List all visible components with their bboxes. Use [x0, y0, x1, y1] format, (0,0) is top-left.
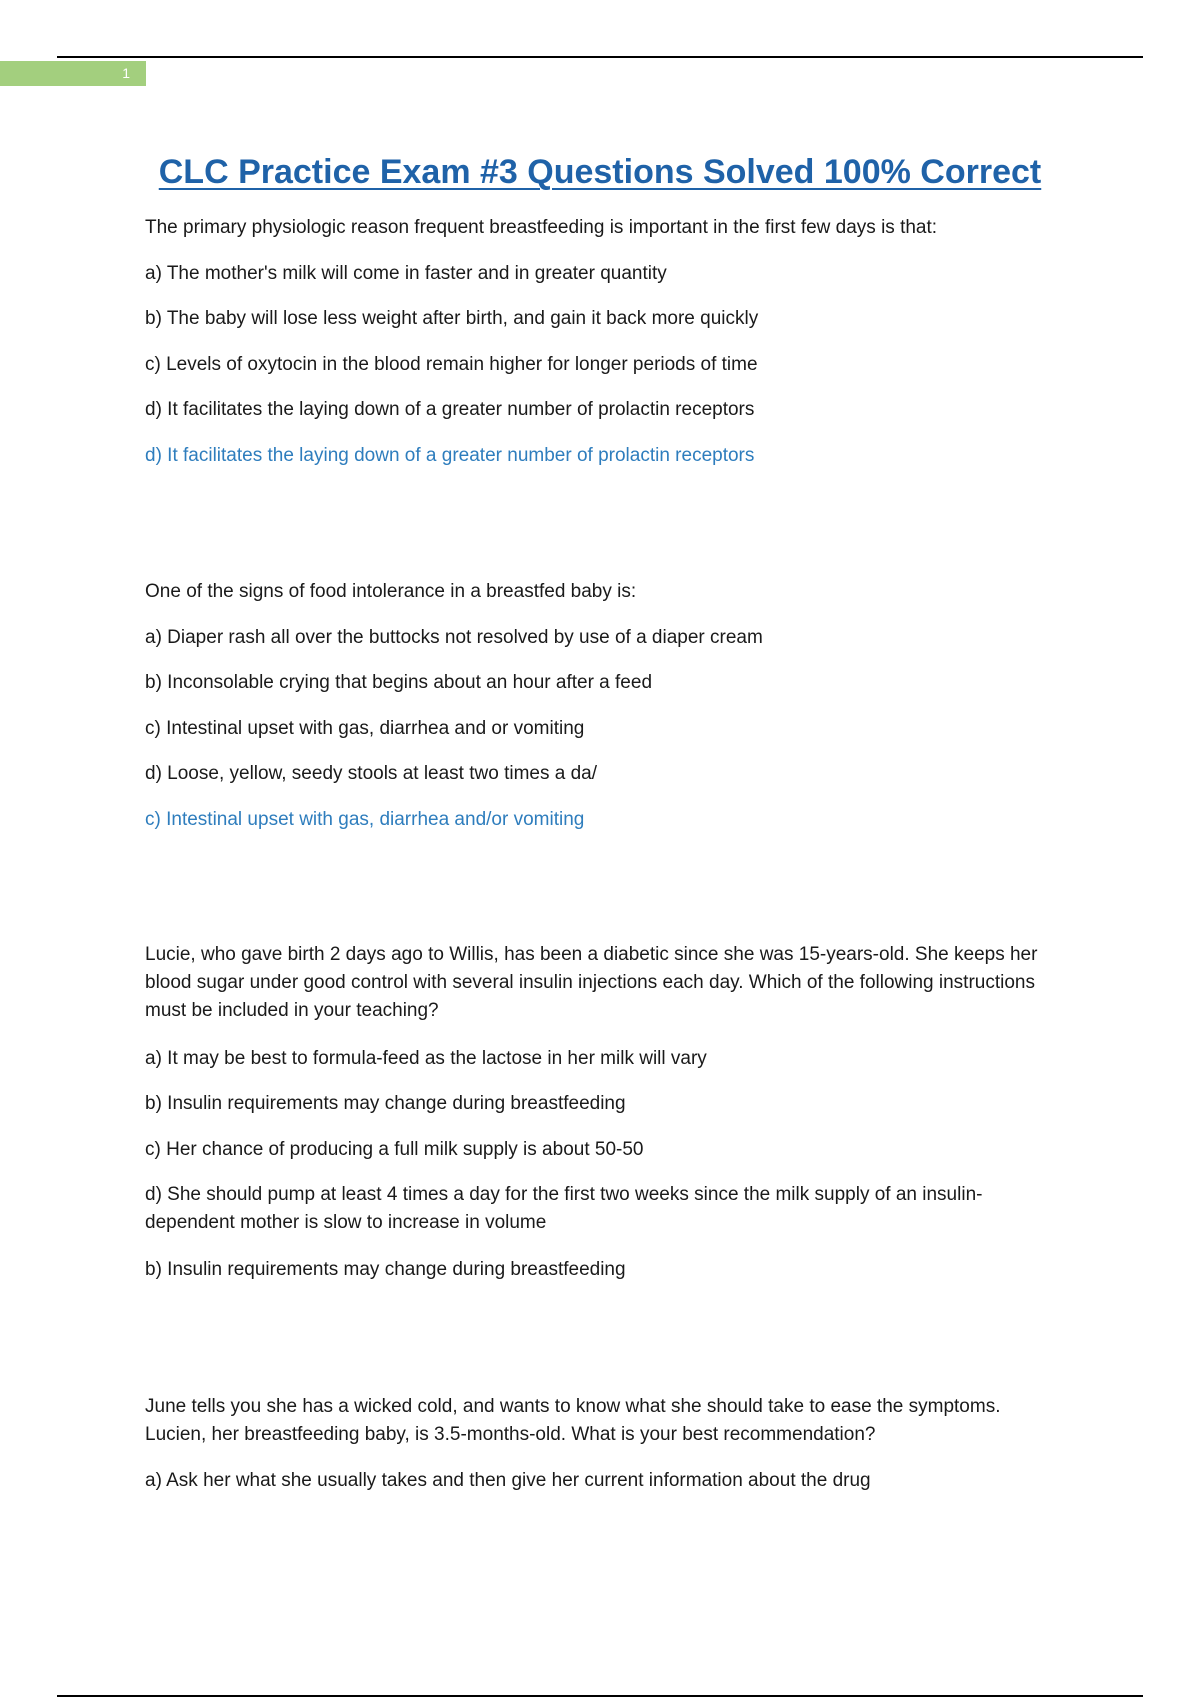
- option-b: b) The baby will lose less weight after birth, and gain it back more quickly: [145, 308, 759, 329]
- page-number-badge: 1: [0, 61, 146, 86]
- option-c: c) Intestinal upset with gas, diarrhea and or vomiting: [145, 718, 585, 739]
- correct-answer: c) Intestinal upset with gas, diarrhea and/or vomiting: [145, 809, 585, 830]
- header-rule: [57, 56, 1143, 58]
- question-text: Lucie, who gave birth 2 days ago to Willis, has been a diabetic since she was 15-years-old. She keeps her blood sugar under good control with several insulin injections each day. Which of the following instructions must be included in your teaching?: [145, 944, 1038, 1021]
- correct-answer: b) Insulin requirements may change during breastfeeding: [145, 1259, 626, 1280]
- option-b: b) Insulin requirements may change during breastfeeding: [145, 1093, 626, 1114]
- option-a: a) Ask her what she usually takes and then give her current information about the drug: [145, 1470, 871, 1491]
- option-a: a) The mother's milk will come in faster and in greater quantity: [145, 263, 667, 284]
- document-title: CLC Practice Exam #3 Questions Solved 100% Correct: [158, 153, 1042, 191]
- option-c: c) Levels of oxytocin in the blood remain higher for longer periods of time: [145, 354, 758, 375]
- option-d: d) Loose, yellow, seedy stools at least two times a da/: [145, 763, 598, 784]
- footer-rule: [57, 1695, 1143, 1697]
- option-a: a) Diaper rash all over the buttocks not resolved by use of a diaper cream: [145, 627, 763, 648]
- option-d: d) It facilitates the laying down of a greater number of prolactin receptors: [145, 399, 755, 420]
- option-c: c) Her chance of producing a full milk supply is about 50-50: [145, 1139, 644, 1160]
- option-a: a) It may be best to formula-feed as the lactose in her milk will vary: [145, 1048, 707, 1069]
- question-text: The primary physiologic reason frequent breastfeeding is important in the first few days is that:: [145, 217, 938, 238]
- question-text: One of the signs of food intolerance in a breastfed baby is:: [145, 581, 637, 602]
- correct-answer: d) It facilitates the laying down of a greater number of prolactin receptors: [145, 445, 755, 466]
- question-text: June tells you she has a wicked cold, and wants to know what she should take to ease the symptoms. Lucien, her breastfeeding baby, is 3.5-months-old. What is your best recommendation?: [145, 1396, 1001, 1445]
- option-b: b) Inconsolable crying that begins about an hour after a feed: [145, 672, 653, 693]
- option-d: d) She should pump at least 4 times a day for the first two weeks since the milk supply of an insulin-dependent mother is slow to increase in volume: [145, 1184, 983, 1233]
